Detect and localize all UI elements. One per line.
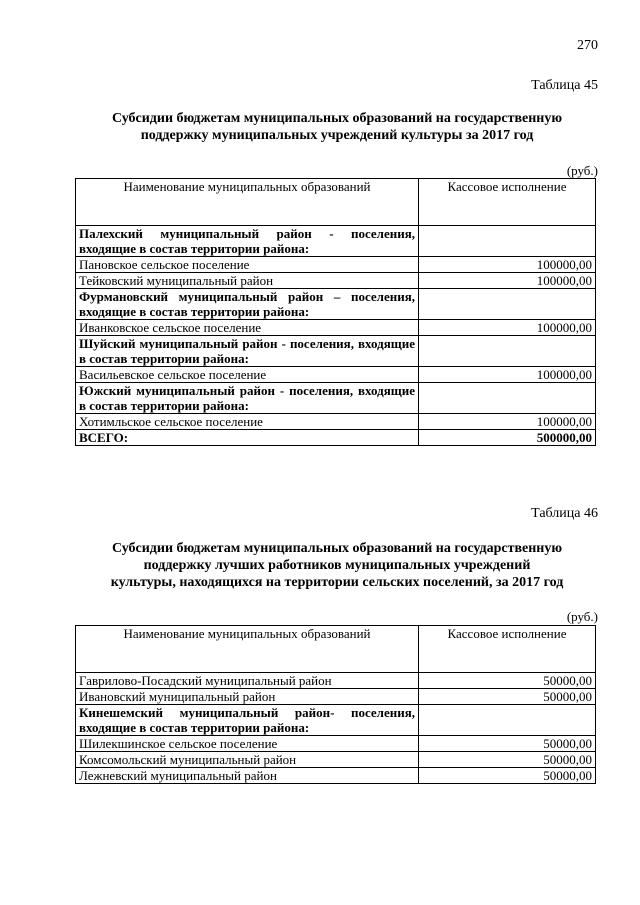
row-value-cell: 100000,00 — [419, 257, 596, 273]
table-45-label: Таблица 45 — [531, 78, 598, 93]
row-value-cell: 100000,00 — [419, 367, 596, 383]
row-value-cell: 100000,00 — [419, 320, 596, 336]
total-value-cell: 500000,00 — [419, 430, 596, 446]
table-45-body — [76, 179, 596, 446]
row-value-cell — [419, 336, 596, 367]
row-name-cell: Кинешемский муниципальный район- поселения, входящие в состав территории района: — [76, 705, 419, 736]
table-row — [76, 673, 596, 689]
row-name-cell: Шилекшинское сельское поселение — [76, 736, 419, 752]
row-name-cell: Шуйский муниципальный район - поселения, входящие в состав территории района: — [76, 336, 419, 367]
total-label-cell: ВСЕГО: — [76, 430, 419, 446]
header-value-cell: Кассовое исполнение — [419, 626, 596, 673]
table-46-body — [76, 626, 596, 784]
title-line: Субсидии бюджетам муниципальных образований на государственную — [111, 541, 563, 556]
row-value-cell: 100000,00 — [419, 273, 596, 289]
table-45-unit: (руб.) — [566, 163, 598, 178]
row-value-cell: 50000,00 — [419, 752, 596, 768]
row-value-cell — [419, 289, 596, 320]
table-46-title — [72, 540, 602, 591]
table-46-label: Таблица 46 — [531, 506, 598, 521]
header-value-cell: Кассовое исполнение — [419, 179, 596, 226]
row-name-cell: Комсомольский муниципальный район — [76, 752, 419, 768]
row-name-cell: Хотимльское сельское поселение — [76, 414, 419, 430]
table-row — [76, 320, 596, 336]
table-row — [76, 705, 596, 736]
title-line: Субсидии бюджетам муниципальных образований на государственную — [111, 111, 563, 126]
row-value-cell: 50000,00 — [419, 689, 596, 705]
row-value-cell: 50000,00 — [419, 768, 596, 784]
table-row — [76, 336, 596, 367]
title-line: культуры, находящихся на территории сельских поселений, за 2017 год — [110, 575, 564, 590]
row-name-cell: Васильевское сельское поселение — [76, 367, 419, 383]
header-name-cell: Наименование муниципальных образований — [76, 626, 419, 673]
title-line: поддержку лучших работников муниципальных учреждений — [143, 558, 531, 573]
table-row — [76, 736, 596, 752]
table-row — [76, 367, 596, 383]
table-45-title — [72, 110, 602, 144]
row-name-cell: Ивановский муниципальный район — [76, 689, 419, 705]
row-name-cell: Фурмановский муниципальный район – поселения, входящие в состав территории района: — [76, 289, 419, 320]
row-value-cell — [419, 705, 596, 736]
row-name-cell: Лежневский муниципальный район — [76, 768, 419, 784]
row-name-cell: Гаврилово-Посадский муниципальный район — [76, 673, 419, 689]
row-name-cell: Пановское сельское поселение — [76, 257, 419, 273]
table-header-row — [76, 179, 596, 226]
table-row — [76, 689, 596, 705]
table-row — [76, 752, 596, 768]
row-value-cell — [419, 383, 596, 414]
row-name-cell: Южский муниципальный район - поселения, входящие в состав территории района: — [76, 383, 419, 414]
row-value-cell: 50000,00 — [419, 673, 596, 689]
total-row — [76, 430, 596, 446]
row-value-cell — [419, 226, 596, 257]
table-row — [76, 257, 596, 273]
row-name-cell: Тейковский муниципальный район — [76, 273, 419, 289]
row-value-cell: 50000,00 — [419, 736, 596, 752]
table-row — [76, 289, 596, 320]
table-header-row — [76, 626, 596, 673]
row-name-cell: Иванковское сельское поселение — [76, 320, 419, 336]
row-name-cell: Палехский муниципальный район - поселения, входящие в состав территории района: — [76, 226, 419, 257]
row-value-cell: 100000,00 — [419, 414, 596, 430]
header-name-cell: Наименование муниципальных образований — [76, 179, 419, 226]
table-46 — [75, 625, 596, 784]
table-row — [76, 226, 596, 257]
table-row — [76, 273, 596, 289]
table-row — [76, 383, 596, 414]
table-row — [76, 414, 596, 430]
page-number: 270 — [577, 38, 598, 53]
table-row — [76, 768, 596, 784]
title-line: поддержку муниципальных учреждений культуры за 2017 год — [140, 128, 534, 143]
table-45 — [75, 178, 596, 446]
table-46-unit: (руб.) — [566, 609, 598, 624]
